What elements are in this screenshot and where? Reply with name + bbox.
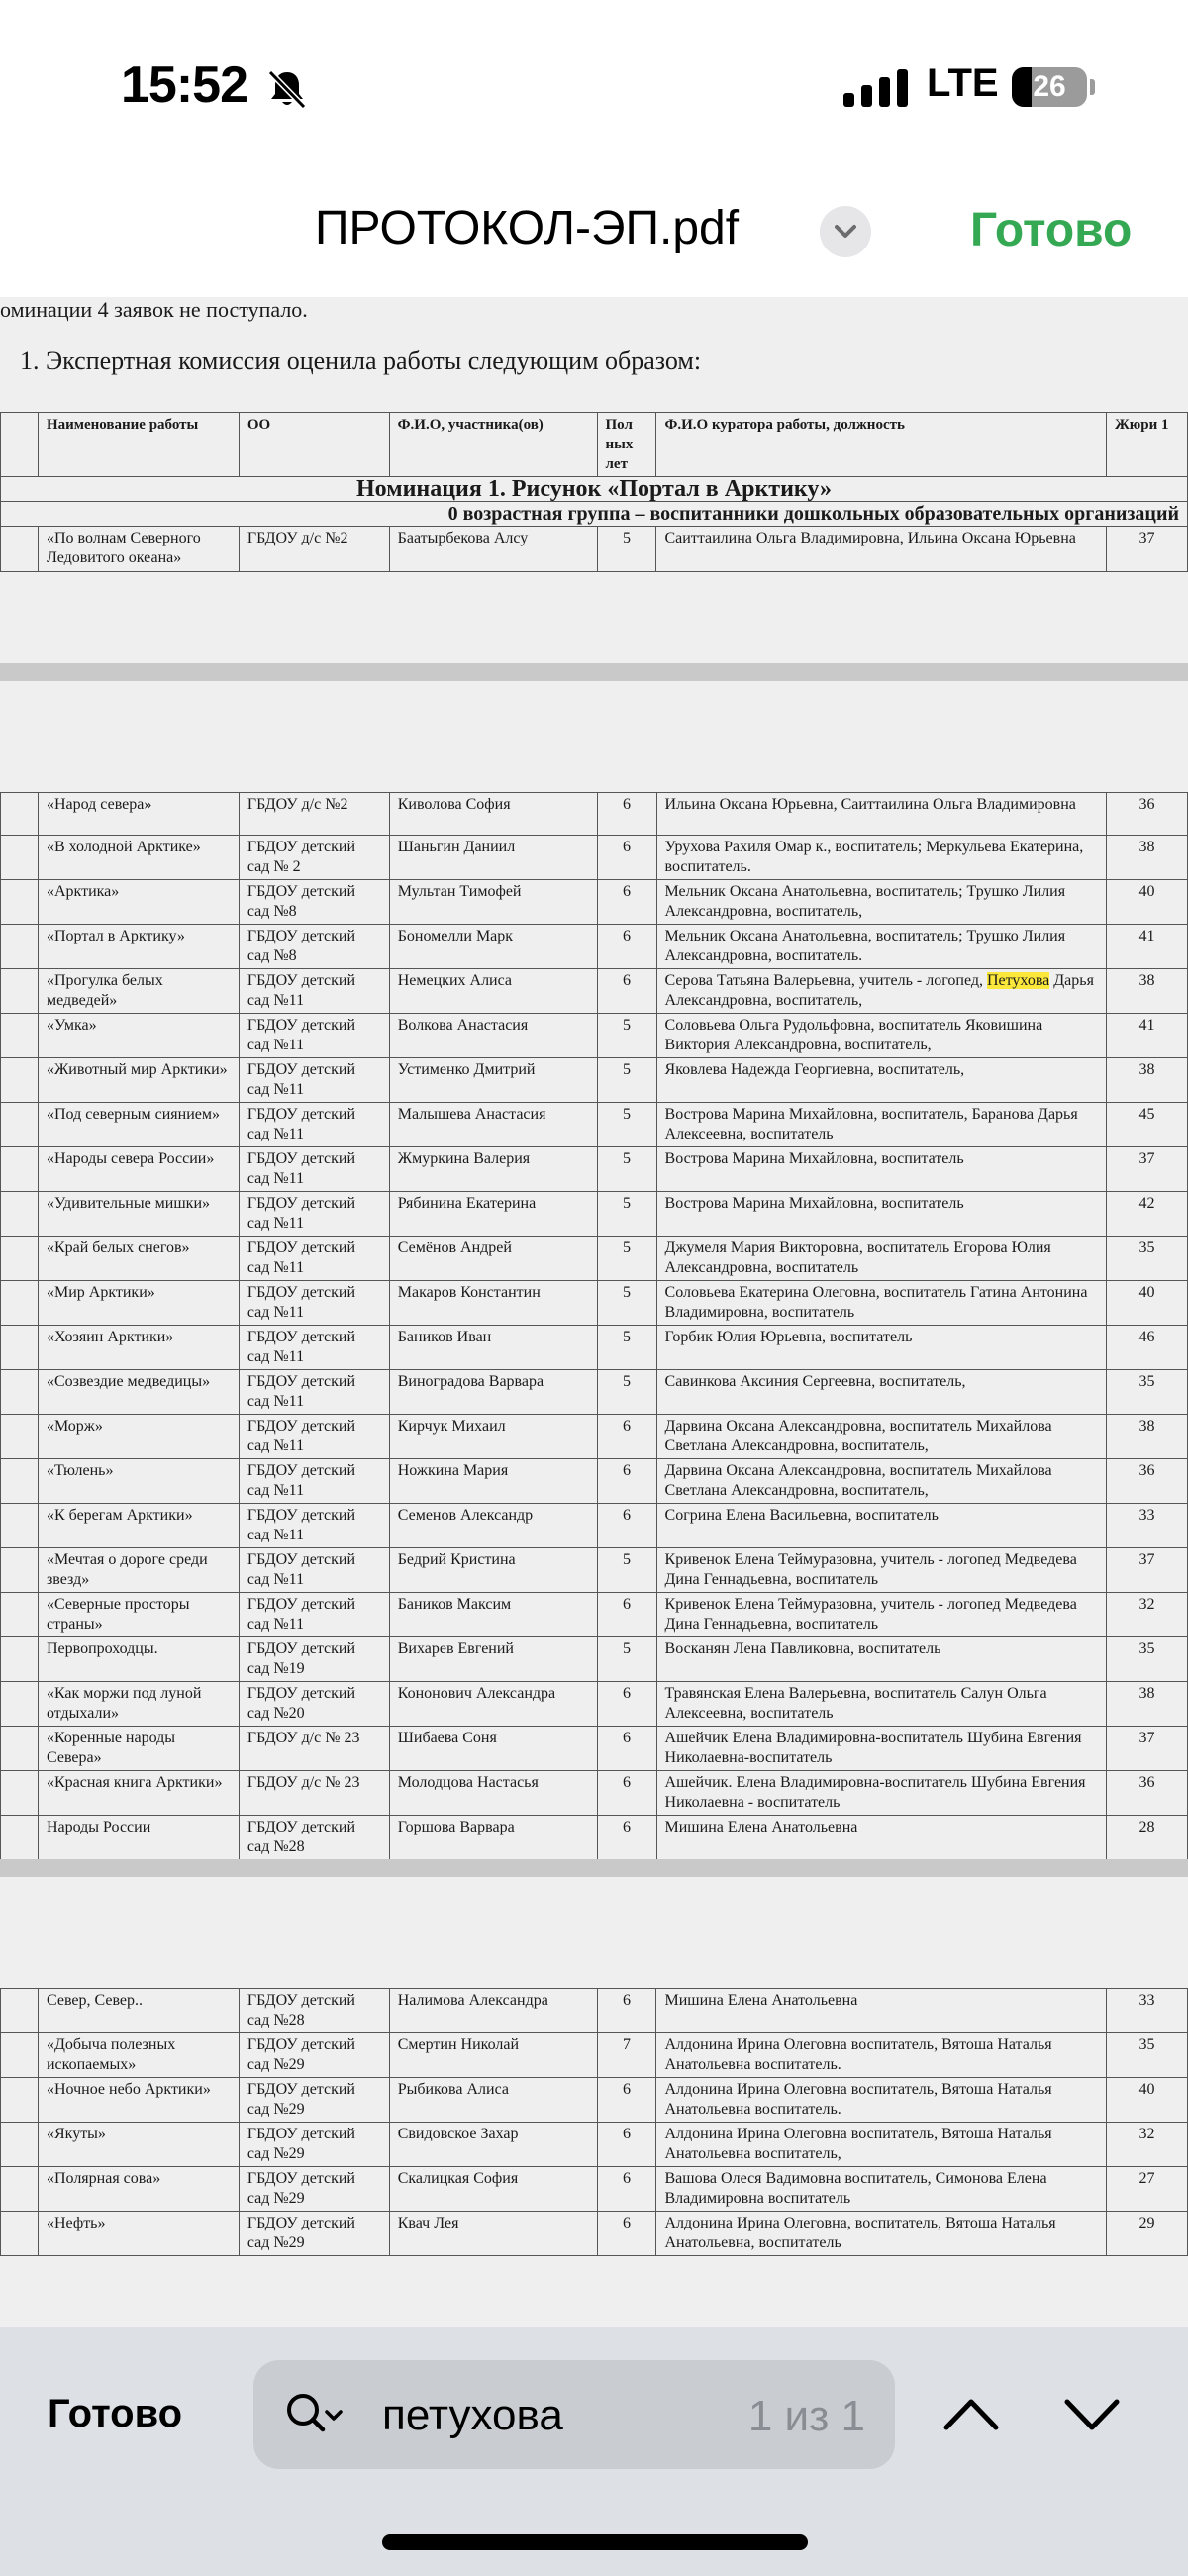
pdf-page-2 xyxy=(0,681,1188,1859)
table-cell: Бедрий Кристина xyxy=(389,1548,597,1593)
table-row xyxy=(1,1370,1188,1415)
table-row xyxy=(1,1459,1188,1504)
table-cell: 32 xyxy=(1107,1593,1188,1637)
table-cell: Серова Татьяна Валерьевна, учитель - логопед, Петухова Дарья Александровна, воспитатель, xyxy=(656,969,1107,1014)
table-cell: 40 xyxy=(1107,880,1188,925)
table-cell: Мультан Тимофей xyxy=(389,880,597,925)
table-cell: «К берегам Арктики» xyxy=(38,1504,239,1548)
table-cell: Вострова Марина Михайловна, воспитатель xyxy=(656,1147,1107,1192)
row-number-cell xyxy=(1,1237,39,1281)
table-cell: 5 xyxy=(597,1192,656,1237)
table-cell: Свидовское Захар xyxy=(389,2123,597,2167)
table-cell: 6 xyxy=(597,969,656,1014)
row-number-cell xyxy=(1,1014,39,1058)
column-header: Ф.И.О куратора работы, должность xyxy=(656,413,1106,477)
table-cell: «Народ севера» xyxy=(38,793,239,836)
table-cell: Рябинина Екатерина xyxy=(389,1192,597,1237)
table-cell: Рыбикова Алиса xyxy=(389,2078,597,2123)
table-row xyxy=(1,2078,1188,2123)
table-cell: 35 xyxy=(1107,1237,1188,1281)
row-number-cell xyxy=(1,793,39,836)
table-cell: 36 xyxy=(1107,1771,1188,1816)
row-number-cell xyxy=(1,1147,39,1192)
table-cell: ГБДОУ детский сад №11 xyxy=(239,1593,389,1637)
table-cell: Горбик Юлия Юрьевна, воспитатель xyxy=(656,1326,1107,1370)
table-cell: 38 xyxy=(1107,836,1188,880)
table-cell: 42 xyxy=(1107,1192,1188,1237)
row-number-cell xyxy=(1,2212,39,2256)
row-number-cell xyxy=(1,836,39,880)
doc-text-line: 1. Экспертная комиссия оценила работы следующим образом: xyxy=(20,347,702,375)
table-cell: 6 xyxy=(597,2123,656,2167)
table-cell: Саиттаилина Ольга Владимировна, Ильина Оксана Юрьевна xyxy=(656,527,1106,572)
row-number-cell xyxy=(1,527,39,572)
row-number-cell xyxy=(1,2123,39,2167)
column-header xyxy=(1,413,39,477)
table-cell: ГБДОУ детский сад №11 xyxy=(239,969,389,1014)
table-cell: ГБДОУ д/с №2 xyxy=(239,793,389,836)
table-cell: «Как моржи под луной отдыхали» xyxy=(38,1682,239,1727)
status-time: 15:52 xyxy=(121,56,248,114)
table-row xyxy=(1,1192,1188,1237)
table-row xyxy=(1,1727,1188,1771)
row-number-cell xyxy=(1,2078,39,2123)
table-cell: ГБДОУ д/с № 23 xyxy=(239,1727,389,1771)
table-cell: 35 xyxy=(1107,1370,1188,1415)
table-cell: Восканян Лена Павликовна, воспитатель xyxy=(656,1637,1107,1682)
table-cell: Виноградова Варвара xyxy=(389,1370,597,1415)
table-cell: «Животный мир Арктики» xyxy=(38,1058,239,1103)
table-cell: Соловьева Ольга Рудольфовна, воспитатель Яковишина Виктория Александровна, воспитатель, xyxy=(656,1014,1107,1058)
table-cell: ГБДОУ детский сад №11 xyxy=(239,1459,389,1504)
row-number-cell xyxy=(1,1459,39,1504)
column-header: Наименование работы xyxy=(38,413,239,477)
table-cell: ГБДОУ детский сад №11 xyxy=(239,1504,389,1548)
title-menu-button[interactable] xyxy=(820,206,871,257)
table-cell: 35 xyxy=(1107,2033,1188,2078)
table-cell: 5 xyxy=(597,1058,656,1103)
home-indicator xyxy=(382,2534,808,2550)
table-cell: Алдонина Ирина Олеговна, воспитатель, Вятоша Наталья Анатольевна, воспитатель xyxy=(656,2212,1107,2256)
table-cell: Алдонина Ирина Олеговна воспитатель, Вятоша Наталья Анатольевна воспитатель. xyxy=(656,2078,1107,2123)
table-cell: 45 xyxy=(1107,1103,1188,1147)
bell-slash-icon xyxy=(265,67,309,111)
table-cell: 6 xyxy=(597,1504,656,1548)
table-cell: ГБДОУ детский сад №11 xyxy=(239,1281,389,1326)
row-number-cell xyxy=(1,1637,39,1682)
table-cell: Мишина Елена Анатольевна xyxy=(656,1816,1107,1860)
table-cell: 5 xyxy=(597,1237,656,1281)
search-options-icon[interactable] xyxy=(283,2390,346,2439)
table-row xyxy=(1,793,1188,836)
table-cell: «Умка» xyxy=(38,1014,239,1058)
table-cell: Баников Иван xyxy=(389,1326,597,1370)
table-cell: 36 xyxy=(1107,1459,1188,1504)
table-row xyxy=(1,1593,1188,1637)
table-cell: ГБДОУ детский сад №29 xyxy=(239,2033,389,2078)
table-cell: Север, Север.. xyxy=(38,1989,239,2033)
find-input[interactable] xyxy=(382,2386,679,2445)
results-table xyxy=(0,792,1188,1860)
nomination-row xyxy=(1,477,1188,502)
table-cell: 7 xyxy=(597,2033,656,2078)
table-row xyxy=(1,836,1188,880)
table-row xyxy=(1,1816,1188,1860)
table-row xyxy=(1,1014,1188,1058)
table-cell: 5 xyxy=(597,1637,656,1682)
battery-cap xyxy=(1090,79,1095,95)
table-cell: ГБДОУ детский сад №11 xyxy=(239,1548,389,1593)
table-cell: ГБДОУ детский сад №20 xyxy=(239,1682,389,1727)
results-table xyxy=(0,1988,1188,2256)
table-cell: 6 xyxy=(597,1771,656,1816)
table-cell: «Созвездие медведицы» xyxy=(38,1370,239,1415)
table-cell: «Прогулка белых медведей» xyxy=(38,969,239,1014)
table-cell: ГБДОУ детский сад №11 xyxy=(239,1415,389,1459)
table-cell: Шибаева Соня xyxy=(389,1727,597,1771)
table-cell: 5 xyxy=(597,1014,656,1058)
table-cell: Смертин Николай xyxy=(389,2033,597,2078)
table-cell: 36 xyxy=(1107,793,1188,836)
status-bar xyxy=(0,0,1188,173)
table-cell: 37 xyxy=(1107,1727,1188,1771)
table-cell: 6 xyxy=(597,1989,656,2033)
table-row xyxy=(1,1682,1188,1727)
table-cell: 6 xyxy=(597,1459,656,1504)
table-cell: 6 xyxy=(597,925,656,969)
nav-bar xyxy=(0,173,1188,297)
table-cell: 6 xyxy=(597,2078,656,2123)
table-cell: Макаров Константин xyxy=(389,1281,597,1326)
table-cell: 6 xyxy=(597,1727,656,1771)
table-cell: 37 xyxy=(1106,527,1187,572)
table-cell: «Северные просторы страны» xyxy=(38,1593,239,1637)
table-cell: ГБДОУ д/с № 23 xyxy=(239,1771,389,1816)
doc-text-line: оминации 4 заявок не поступало. xyxy=(0,297,308,322)
table-cell: 46 xyxy=(1107,1326,1188,1370)
done-button[interactable]: Готово xyxy=(970,204,1133,256)
table-cell: Квач Лея xyxy=(389,2212,597,2256)
row-number-cell xyxy=(1,1192,39,1237)
table-cell: ГБДОУ детский сад №11 xyxy=(239,1103,389,1147)
results-table xyxy=(0,412,1188,572)
table-cell: Ашейчик Елена Владимировна-воспитатель Шубина Евгения Николаевна-воспитатель xyxy=(656,1727,1107,1771)
table-cell: Вашова Олеся Вадимовна воспитатель, Симонова Елена Владимировна воспитатель xyxy=(656,2167,1107,2212)
table-cell: Мишина Елена Анатольевна xyxy=(656,1989,1107,2033)
table-cell: 41 xyxy=(1107,1014,1188,1058)
battery-icon xyxy=(1012,67,1087,107)
previous-match-button[interactable] xyxy=(937,2380,1006,2449)
table-cell: «Ночное небо Арктики» xyxy=(38,2078,239,2123)
table-cell: 40 xyxy=(1107,1281,1188,1326)
table-cell: ГБДОУ детский сад №28 xyxy=(239,1989,389,2033)
table-cell: 38 xyxy=(1107,969,1188,1014)
table-row xyxy=(1,527,1188,572)
table-cell: ГБДОУ детский сад №29 xyxy=(239,2212,389,2256)
table-cell: «Морж» xyxy=(38,1415,239,1459)
table-cell: 6 xyxy=(597,2167,656,2212)
column-header: ОО xyxy=(239,413,389,477)
table-cell: 5 xyxy=(597,1370,656,1415)
table-row xyxy=(1,1058,1188,1103)
table-cell: Жмуркина Валерия xyxy=(389,1147,597,1192)
table-cell: 6 xyxy=(597,880,656,925)
table-cell: 32 xyxy=(1107,2123,1188,2167)
table-row xyxy=(1,925,1188,969)
table-row xyxy=(1,1147,1188,1192)
table-cell: ГБДОУ детский сад №11 xyxy=(239,1147,389,1192)
table-cell: ГБДОУ детский сад №8 xyxy=(239,925,389,969)
table-cell: «Добыча полезных ископаемых» xyxy=(38,2033,239,2078)
table-cell: «Тюлень» xyxy=(38,1459,239,1504)
table-cell: Савинкова Аксиния Сергеевна, воспитатель, xyxy=(656,1370,1107,1415)
table-row xyxy=(1,2167,1188,2212)
table-cell: «Полярная сова» xyxy=(38,2167,239,2212)
table-cell: Кривенок Елена Теймуразовна, учитель - логопед Медведева Дина Геннадьевна, воспитатель xyxy=(656,1548,1107,1593)
table-cell: Ножкина Мария xyxy=(389,1459,597,1504)
network-type: LTE xyxy=(927,61,999,105)
row-number-cell xyxy=(1,1816,39,1860)
row-number-cell xyxy=(1,2167,39,2212)
table-cell: «Красная книга Арктики» xyxy=(38,1771,239,1816)
table-header-row xyxy=(1,413,1188,477)
match-count: 1 из 1 xyxy=(747,2392,865,2440)
table-cell: Молодцова Настасья xyxy=(389,1771,597,1816)
table-cell: 40 xyxy=(1107,2078,1188,2123)
table-cell: «В холодной Арктике» xyxy=(38,836,239,880)
table-cell: «Портал в Арктику» xyxy=(38,925,239,969)
table-cell: ГБДОУ детский сад №19 xyxy=(239,1637,389,1682)
table-cell: Малышева Анастасия xyxy=(389,1103,597,1147)
table-cell: Шаньгин Даниил xyxy=(389,836,597,880)
column-header: Ф.И.О, участника(ов) xyxy=(389,413,597,477)
row-number-cell xyxy=(1,1103,39,1147)
table-row xyxy=(1,1548,1188,1593)
group-row xyxy=(1,502,1188,527)
table-cell: Кривенок Елена Теймуразовна, учитель - логопед Медведева Дина Геннадьевна, воспитатель xyxy=(656,1593,1107,1637)
row-number-cell xyxy=(1,1682,39,1727)
table-cell: «Хозяин Арктики» xyxy=(38,1326,239,1370)
table-row xyxy=(1,1281,1188,1326)
table-cell: 38 xyxy=(1107,1682,1188,1727)
row-number-cell xyxy=(1,2033,39,2078)
row-number-cell xyxy=(1,1370,39,1415)
table-row xyxy=(1,1989,1188,2033)
table-row xyxy=(1,1637,1188,1682)
table-cell: ГБДОУ д/с №2 xyxy=(239,527,389,572)
table-cell: «Мечтая о дороге среди звезд» xyxy=(38,1548,239,1593)
table-row xyxy=(1,1771,1188,1816)
table-cell: Алдонина Ирина Олеговна воспитатель, Вятоша Наталья Анатольевна воспитатель, xyxy=(656,2123,1107,2167)
table-cell: Вострова Марина Михайловна, воспитатель, Баранова Дарья Алексеевна, воспитатель xyxy=(656,1103,1107,1147)
table-cell: 41 xyxy=(1107,925,1188,969)
table-cell: «Арктика» xyxy=(38,880,239,925)
table-cell: «Якуты» xyxy=(38,2123,239,2167)
table-cell: ГБДОУ детский сад №29 xyxy=(239,2167,389,2212)
table-cell: 29 xyxy=(1107,2212,1188,2256)
table-cell: 6 xyxy=(597,793,656,836)
find-field[interactable] xyxy=(253,2360,895,2469)
table-cell: 5 xyxy=(597,1326,656,1370)
table-cell: 6 xyxy=(597,1816,656,1860)
table-cell: 33 xyxy=(1107,1504,1188,1548)
table-row xyxy=(1,2033,1188,2078)
table-cell: ГБДОУ детский сад №29 xyxy=(239,2123,389,2167)
table-cell: ГБДОУ детский сад №11 xyxy=(239,1058,389,1103)
table-cell: Народы России xyxy=(38,1816,239,1860)
table-cell: ГБДОУ детский сад № 2 xyxy=(239,836,389,880)
row-number-cell xyxy=(1,1058,39,1103)
table-cell: ГБДОУ детский сад №11 xyxy=(239,1326,389,1370)
row-number-cell xyxy=(1,1989,39,2033)
row-number-cell xyxy=(1,1281,39,1326)
table-cell: Баников Максим xyxy=(389,1593,597,1637)
table-row xyxy=(1,880,1188,925)
battery-level: 26 xyxy=(1033,70,1066,103)
table-cell: Вострова Марина Михайловна, воспитатель xyxy=(656,1192,1107,1237)
table-cell: «Удивительные мишки» xyxy=(38,1192,239,1237)
table-cell: Баатырбекова Алсу xyxy=(389,527,597,572)
table-cell: ГБДОУ детский сад №29 xyxy=(239,2078,389,2123)
table-row xyxy=(1,1415,1188,1459)
table-cell: «Край белых снегов» xyxy=(38,1237,239,1281)
row-number-cell xyxy=(1,969,39,1014)
table-cell: ГБДОУ детский сад №11 xyxy=(239,1014,389,1058)
pdf-viewer[interactable] xyxy=(0,297,1188,2327)
table-cell: Джумеля Мария Викторовна, воспитатель Егорова Юлия Александровна, воспитатель xyxy=(656,1237,1107,1281)
table-cell: Скалицкая София xyxy=(389,2167,597,2212)
table-cell: «Народы севера России» xyxy=(38,1147,239,1192)
table-cell: «Мир Арктики» xyxy=(38,1281,239,1326)
table-cell: 37 xyxy=(1107,1147,1188,1192)
table-cell: Мельник Оксана Анатольевна, воспитатель; Трушко Лилия Александровна, воспитатель, xyxy=(656,880,1107,925)
table-cell: Первопроходцы. xyxy=(38,1637,239,1682)
table-row xyxy=(1,1326,1188,1370)
search-highlight: Петухова xyxy=(986,972,1050,989)
pdf-page-3 xyxy=(0,1877,1188,2327)
table-cell: ГБДОУ детский сад №11 xyxy=(239,1237,389,1281)
table-cell: Налимова Александра xyxy=(389,1989,597,2033)
table-cell: Горшова Варвара xyxy=(389,1816,597,1860)
table-cell: 5 xyxy=(597,527,656,572)
next-match-button[interactable] xyxy=(1057,2380,1127,2449)
table-cell: Семёнов Андрей xyxy=(389,1237,597,1281)
table-cell: 6 xyxy=(597,1593,656,1637)
table-cell: 38 xyxy=(1107,1058,1188,1103)
table-cell: Семенов Александр xyxy=(389,1504,597,1548)
table-cell: 6 xyxy=(597,1682,656,1727)
table-cell: 6 xyxy=(597,1415,656,1459)
row-number-cell xyxy=(1,925,39,969)
table-cell: «Нефть» xyxy=(38,2212,239,2256)
table-cell: ГБДОУ детский сад №8 xyxy=(239,880,389,925)
table-cell: Киволова София xyxy=(389,793,597,836)
table-cell: ГБДОУ детский сад №11 xyxy=(239,1370,389,1415)
table-row xyxy=(1,1103,1188,1147)
table-cell: 5 xyxy=(597,1147,656,1192)
table-cell: «Коренные народы Севера» xyxy=(38,1727,239,1771)
table-cell: ГБДОУ детский сад №28 xyxy=(239,1816,389,1860)
row-number-cell xyxy=(1,1326,39,1370)
table-cell: Кононович Александра xyxy=(389,1682,597,1727)
column-header: Пол ных лет xyxy=(597,413,656,477)
table-row xyxy=(1,1237,1188,1281)
row-number-cell xyxy=(1,1771,39,1816)
row-number-cell xyxy=(1,880,39,925)
signal-icon xyxy=(843,69,909,107)
table-row xyxy=(1,1504,1188,1548)
nomination-title: Номинация 1. Рисунок «Портал в Арктику» xyxy=(1,477,1188,502)
table-cell: Волкова Анастасия xyxy=(389,1014,597,1058)
document-title[interactable]: ПРОТОКОЛ-ЭП.pdf xyxy=(315,202,740,254)
table-cell: Яковлева Надежда Георгиевна, воспитатель, xyxy=(656,1058,1107,1103)
table-cell: 5 xyxy=(597,1103,656,1147)
table-cell: 35 xyxy=(1107,1637,1188,1682)
table-cell: Дарвина Оксана Александровна, воспитатель Михайлова Светлана Александровна, воспитатель, xyxy=(656,1459,1107,1504)
table-cell: Алдонина Ирина Олеговна воспитатель, Вятоша Наталья Анатольевна воспитатель. xyxy=(656,2033,1107,2078)
column-header: Жюри 1 xyxy=(1106,413,1187,477)
table-cell: 5 xyxy=(597,1281,656,1326)
table-cell: 38 xyxy=(1107,1415,1188,1459)
table-cell: Соловьева Екатерина Олеговна, воспитатель Гатина Антонина Владимировна, воспитатель xyxy=(656,1281,1107,1326)
table-row xyxy=(1,2212,1188,2256)
pdf-page-1 xyxy=(0,297,1188,663)
table-cell: Кирчук Михаил xyxy=(389,1415,597,1459)
table-cell: Вихарев Евгений xyxy=(389,1637,597,1682)
chevron-down-icon xyxy=(834,222,857,242)
table-cell: Травянская Елена Валерьевна, воспитатель Салун Ольга Алексеевна, воспитатель xyxy=(656,1682,1107,1727)
table-cell: 33 xyxy=(1107,1989,1188,2033)
page-separator xyxy=(0,1859,1188,1877)
row-number-cell xyxy=(1,1415,39,1459)
table-row xyxy=(1,2123,1188,2167)
page-separator xyxy=(0,663,1188,681)
table-cell: 37 xyxy=(1107,1548,1188,1593)
row-number-cell xyxy=(1,1593,39,1637)
table-cell: 6 xyxy=(597,2212,656,2256)
table-cell: Урухова Рахиля Омар к., воспитатель; Меркульева Екатерина, воспитатель. xyxy=(656,836,1107,880)
table-cell: Немецких Алиса xyxy=(389,969,597,1014)
table-cell: Дарвина Оксана Александровна, воспитатель Михайлова Светлана Александровна, воспитатель, xyxy=(656,1415,1107,1459)
table-row xyxy=(1,969,1188,1014)
table-cell: ГБДОУ детский сад №11 xyxy=(239,1192,389,1237)
row-number-cell xyxy=(1,1727,39,1771)
group-title: 0 возрастная группа – воспитанники дошкольных образовательных организаций xyxy=(1,502,1188,527)
table-cell: Бономелли Марк xyxy=(389,925,597,969)
table-cell: Ильина Оксана Юрьевна, Саиттаилина Ольга Владимировна xyxy=(656,793,1107,836)
table-cell: 6 xyxy=(597,836,656,880)
table-cell: Устименко Дмитрий xyxy=(389,1058,597,1103)
table-cell: Ашейчик. Елена Владимировна-воспитатель Шубина Евгения Николаевна - воспитатель xyxy=(656,1771,1107,1816)
table-cell: 27 xyxy=(1107,2167,1188,2212)
table-cell: Мельник Оксана Анатольевна, воспитатель; Трушко Лилия Александровна, воспитатель. xyxy=(656,925,1107,969)
table-cell: 28 xyxy=(1107,1816,1188,1860)
table-cell: Согрина Елена Васильевна, воспитатель xyxy=(656,1504,1107,1548)
table-cell: «По волнам Северного Ледовитого океана» xyxy=(38,527,239,572)
table-cell: 5 xyxy=(597,1548,656,1593)
table-cell: «Под северным сиянием» xyxy=(38,1103,239,1147)
row-number-cell xyxy=(1,1504,39,1548)
find-done-button[interactable]: Готово xyxy=(48,2392,183,2435)
row-number-cell xyxy=(1,1548,39,1593)
